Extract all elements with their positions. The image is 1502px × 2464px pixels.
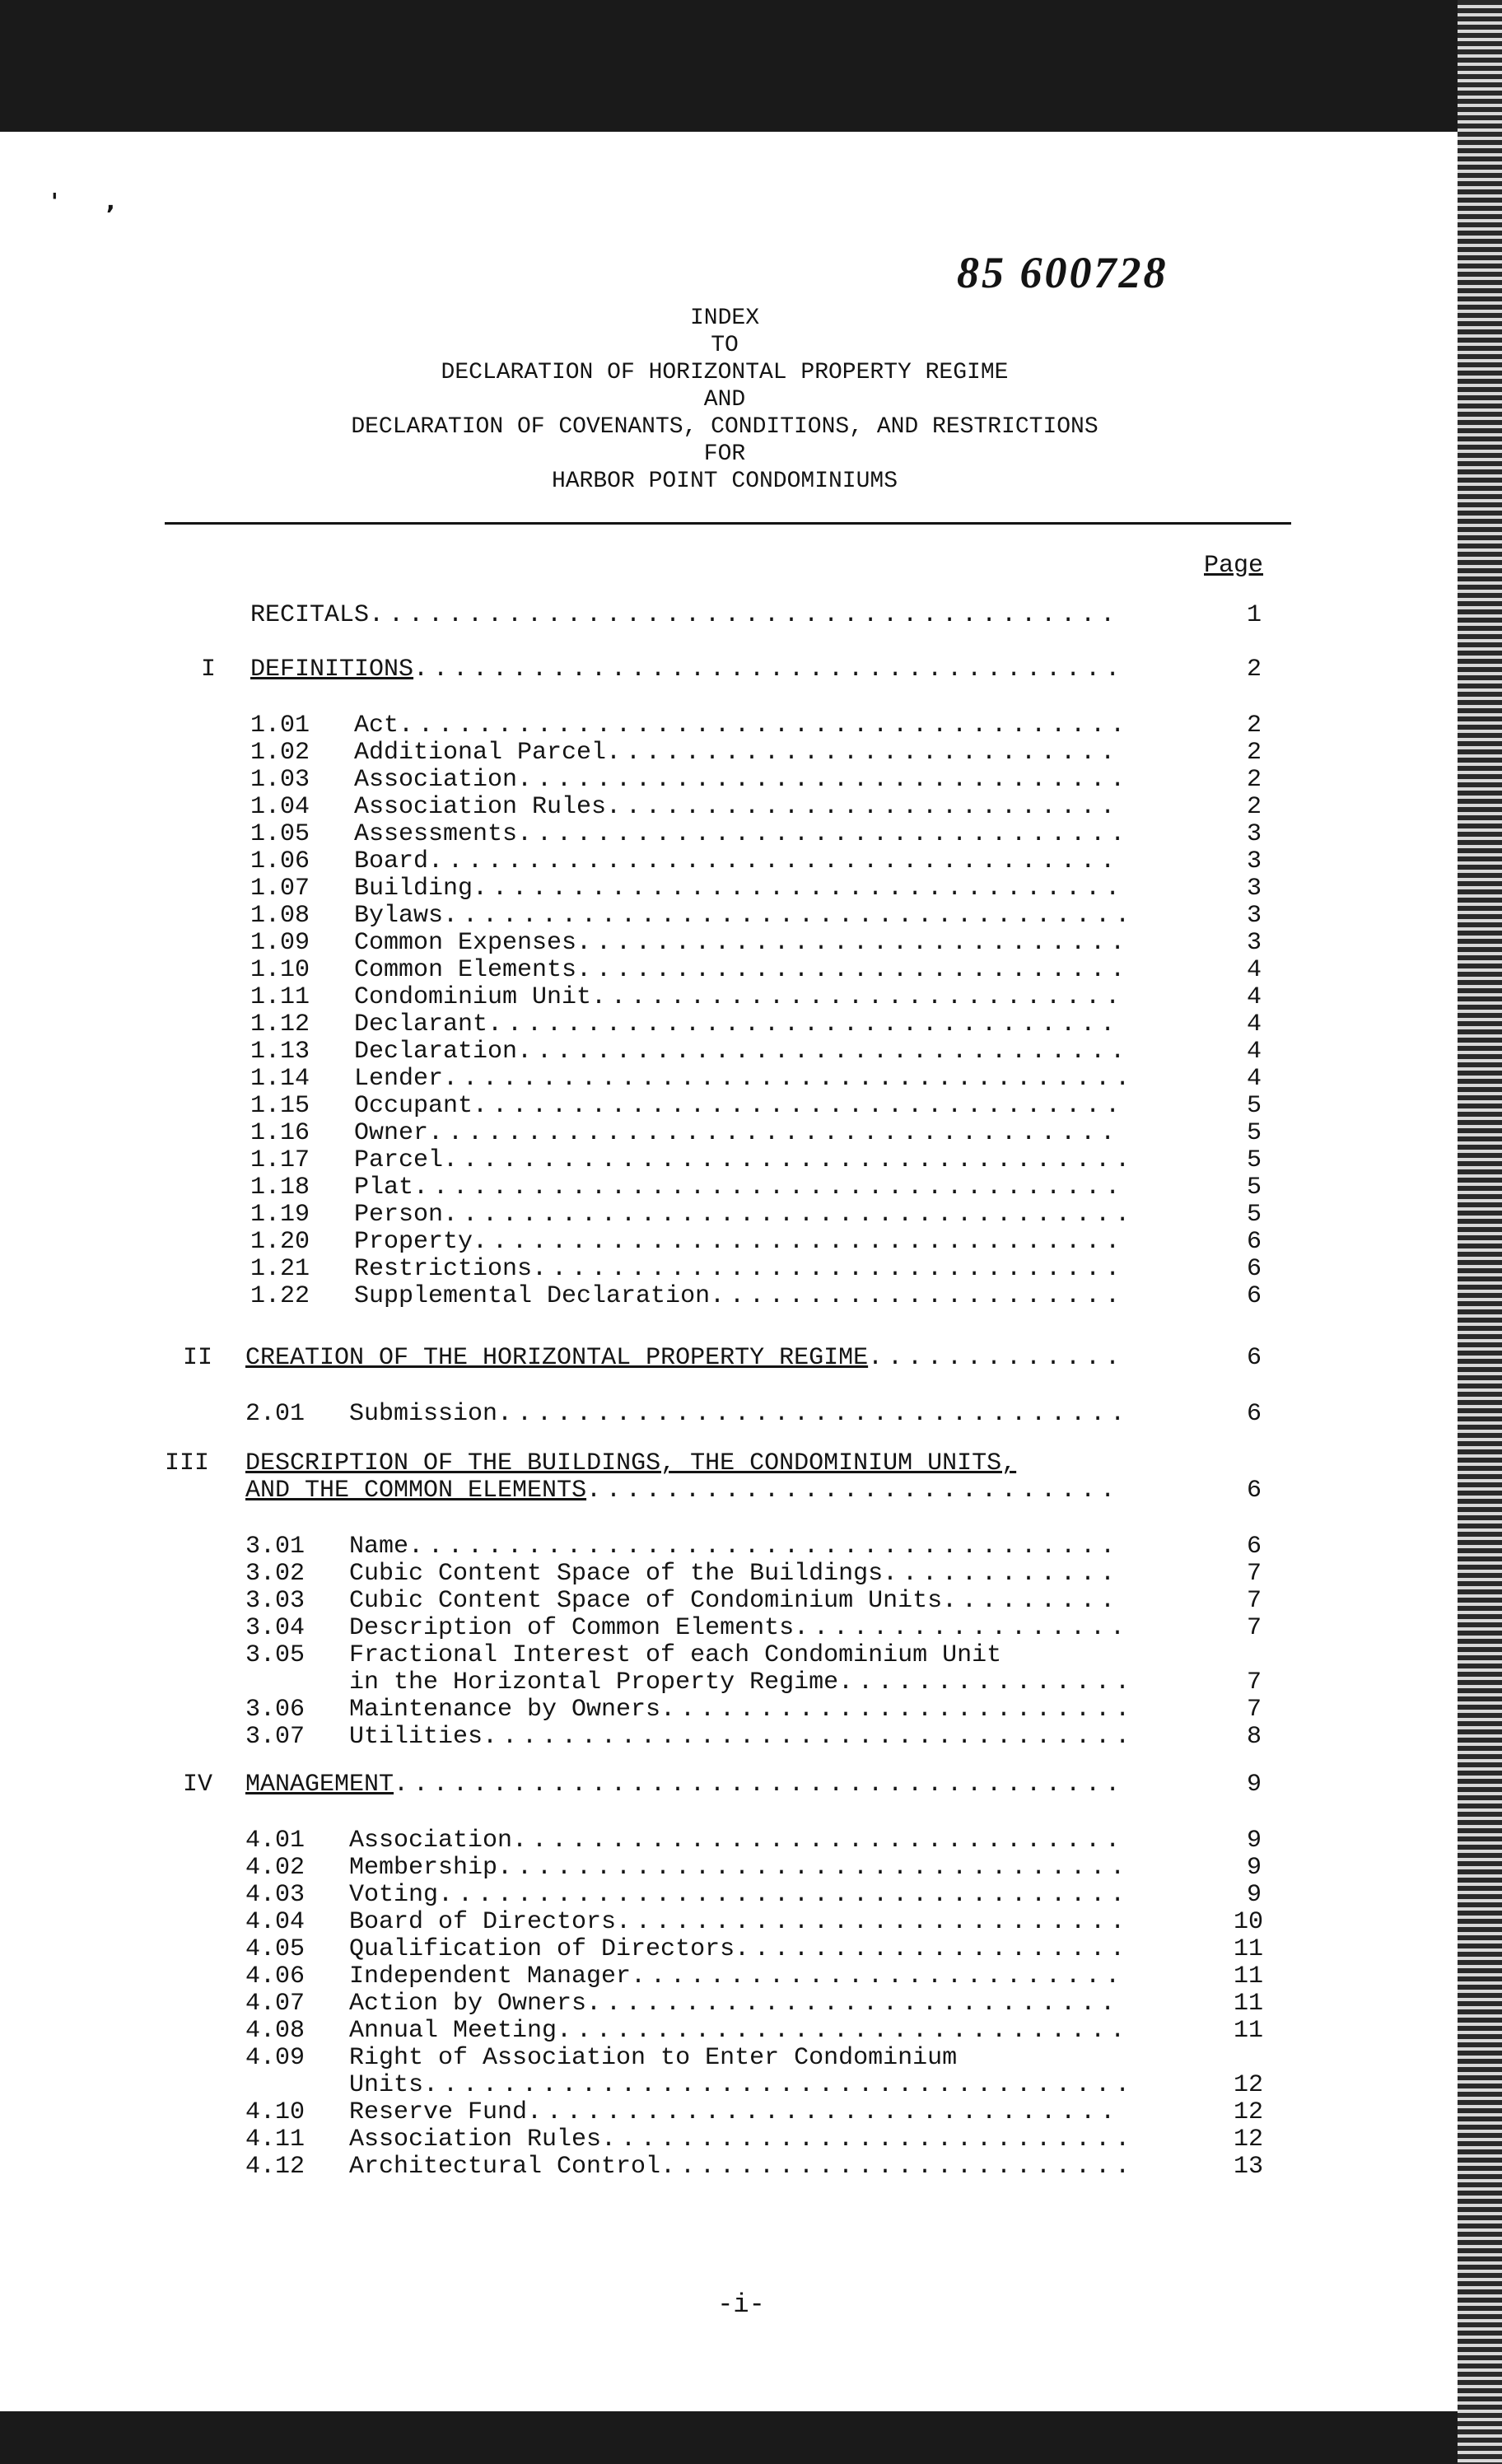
leader-dots: ...................................... xyxy=(369,601,1121,629)
section-number: 1.15 xyxy=(250,1092,310,1120)
page-number: 13 xyxy=(1234,2153,1264,2181)
page-number: 4 xyxy=(1246,1065,1262,1093)
leader-dots: .............................. xyxy=(532,1255,1126,1283)
section-title-line-1: Fractional Interest of each Condominium Unit xyxy=(349,1641,1002,1669)
section-title: Assessments xyxy=(354,820,518,848)
leader-dots: ............................... xyxy=(517,820,1131,848)
section-title-line-2: Units xyxy=(349,2071,424,2099)
section-number: 1.01 xyxy=(250,712,310,740)
scan-border-bottom xyxy=(0,2411,1502,2464)
section-number: 4.03 xyxy=(245,1881,306,1909)
leader-dots: ................................... xyxy=(428,1119,1121,1147)
section-title: Association xyxy=(349,1827,513,1855)
section-title: Plat xyxy=(354,1174,414,1202)
leader-dots: ............................ xyxy=(576,929,1131,957)
page-number: 4 xyxy=(1246,983,1262,1011)
page-number: 9 xyxy=(1246,1881,1262,1909)
section-title: Restrictions xyxy=(354,1255,533,1283)
section-title: Declaration xyxy=(354,1038,518,1066)
section-title: Occupant xyxy=(354,1092,473,1120)
leader-dots: ................................. xyxy=(473,1092,1126,1120)
article-roman-numeral: I xyxy=(201,656,217,684)
leader-dots: ......................... xyxy=(631,1962,1126,1990)
section-number: 1.09 xyxy=(250,929,310,957)
section-title: Bylaws xyxy=(354,902,444,930)
section-number: 1.14 xyxy=(250,1065,310,1093)
section-number: 4.02 xyxy=(245,1854,306,1882)
page-number: 12 xyxy=(1234,2098,1264,2126)
leader-dots: ..................................... xyxy=(399,712,1131,740)
section-title: Act xyxy=(354,712,399,740)
page-number: 11 xyxy=(1234,1990,1264,2018)
article-roman-numeral: III xyxy=(165,1449,210,1477)
section-number: 4.09 xyxy=(245,2044,306,2072)
section-number: 1.05 xyxy=(250,820,310,848)
section-title: Building xyxy=(354,875,473,903)
section-title: Association Rules xyxy=(354,793,607,821)
section-title: Common Elements xyxy=(354,956,577,984)
section-title: Annual Meeting xyxy=(349,2017,557,2045)
section-number: 1.18 xyxy=(250,1174,310,1202)
section-title: Maintenance by Owners xyxy=(349,1696,661,1724)
page-footer-number: -i- xyxy=(717,2289,765,2320)
leader-dots: .............................. xyxy=(527,2098,1121,2126)
header-divider xyxy=(165,522,1291,525)
section-number: 1.13 xyxy=(250,1038,310,1066)
section-title: Supplemental Declaration xyxy=(354,1282,711,1310)
leader-dots: ................................. xyxy=(483,1723,1136,1751)
page-number: 5 xyxy=(1246,1201,1262,1229)
document-number: 85 600728 xyxy=(957,248,1168,297)
article-title: CREATION OF THE HORIZONTAL PROPERTY REGIME xyxy=(245,1344,869,1372)
section-title: Additional Parcel xyxy=(354,739,607,767)
article-title: DEFINITIONS xyxy=(250,656,414,684)
page-number: 6 xyxy=(1246,1344,1262,1372)
leader-dots: .......................... xyxy=(606,739,1121,767)
page-number: 11 xyxy=(1234,1935,1264,1963)
page-number: 8 xyxy=(1246,1723,1262,1751)
section-number: 4.04 xyxy=(245,1908,306,1936)
leader-dots: .................................... xyxy=(413,1174,1126,1202)
section-number: 4.05 xyxy=(245,1935,306,1963)
section-title: Property xyxy=(354,1228,473,1256)
section-number: 1.20 xyxy=(250,1228,310,1256)
article-title-line-2: AND THE COMMON ELEMENTS xyxy=(245,1477,587,1505)
leader-dots: ......... xyxy=(942,1587,1121,1615)
section-number: 3.04 xyxy=(245,1614,306,1642)
leader-dots: ........................... xyxy=(586,1477,1121,1505)
section-number: 4.06 xyxy=(245,1962,306,1990)
page-number: 6 xyxy=(1246,1533,1262,1561)
page-number: 5 xyxy=(1246,1146,1262,1174)
section-number: 1.19 xyxy=(250,1201,310,1229)
section-number: 1.06 xyxy=(250,847,310,875)
leader-dots: ..................................... xyxy=(394,1771,1126,1799)
leader-dots: ............................ xyxy=(576,956,1131,984)
section-number: 1.10 xyxy=(250,956,310,984)
leader-dots: .................... xyxy=(735,1935,1131,1963)
page-number: 9 xyxy=(1246,1854,1262,1882)
leader-dots: ................................... xyxy=(443,1201,1136,1229)
leader-dots: ................................ xyxy=(487,1010,1121,1038)
header-line-6: FOR xyxy=(703,441,746,467)
header-line-4: AND xyxy=(703,387,746,413)
section-title: Qualification of Directors xyxy=(349,1935,735,1963)
section-title-line-1: Right of Association to Enter Condominium xyxy=(349,2044,958,2072)
section-title: Cubic Content Space of the Buildings xyxy=(349,1560,884,1588)
section-number: 3.01 xyxy=(245,1533,306,1561)
page-number: 11 xyxy=(1234,1962,1264,1990)
section-title: Utilities xyxy=(349,1723,483,1751)
document-header xyxy=(165,305,1285,495)
section-title: Name xyxy=(349,1533,409,1561)
section-title: Reserve Fund xyxy=(349,2098,528,2126)
page-number: 3 xyxy=(1246,847,1262,875)
page-number: 2 xyxy=(1246,656,1262,684)
section-number: 4.08 xyxy=(245,2017,306,2045)
page-number: 4 xyxy=(1246,1038,1262,1066)
scan-border-top xyxy=(0,0,1502,132)
section-number: 1.17 xyxy=(250,1146,310,1174)
page-number: 3 xyxy=(1246,929,1262,957)
leader-dots: ................................... xyxy=(443,1146,1136,1174)
page-number: 7 xyxy=(1246,1560,1262,1588)
leader-dots: ................................. xyxy=(473,1228,1126,1256)
page-number: 2 xyxy=(1246,793,1262,821)
leader-dots: ................................. xyxy=(473,875,1126,903)
page-number: 3 xyxy=(1246,902,1262,930)
leader-dots: ........................... xyxy=(586,1990,1121,2018)
page-number: 7 xyxy=(1246,1587,1262,1615)
leader-dots: ................................... xyxy=(428,847,1121,875)
section-title-line-2: in the Horizontal Property Regime xyxy=(349,1668,839,1696)
margin-tick-marks: ' , xyxy=(51,188,115,215)
page-number: 12 xyxy=(1234,2071,1264,2099)
page-number: 6 xyxy=(1246,1282,1262,1310)
section-number: 3.06 xyxy=(245,1696,306,1724)
leader-dots: .......................... xyxy=(616,1908,1131,1936)
page-number: 12 xyxy=(1234,2126,1264,2154)
section-title: Parcel xyxy=(354,1146,444,1174)
section-number: 3.03 xyxy=(245,1587,306,1615)
section-number: 4.07 xyxy=(245,1990,306,2018)
article-roman-numeral: IV xyxy=(183,1771,213,1799)
page-number: 2 xyxy=(1246,739,1262,767)
section-number: 4.01 xyxy=(245,1827,306,1855)
section-title: Voting xyxy=(349,1881,439,1909)
article-roman-numeral: II xyxy=(183,1344,213,1372)
leader-dots: ..................... xyxy=(710,1282,1126,1310)
page-number: 9 xyxy=(1246,1771,1262,1799)
leader-dots: ........................ xyxy=(660,2153,1136,2181)
leader-dots: ................................... xyxy=(438,1881,1131,1909)
section-title: Architectural Control xyxy=(349,2153,661,2181)
section-number: 3.05 xyxy=(245,1641,306,1669)
section-title: Independent Manager xyxy=(349,1962,632,1990)
section-title: Action by Owners xyxy=(349,1990,587,2018)
page-number: 6 xyxy=(1246,1400,1262,1428)
section-number: 4.10 xyxy=(245,2098,306,2126)
page-number: 5 xyxy=(1246,1119,1262,1147)
section-number: 1.03 xyxy=(250,766,310,794)
section-title: Person xyxy=(354,1201,444,1229)
section-title: Membership xyxy=(349,1854,498,1882)
section-number: 3.07 xyxy=(245,1723,306,1751)
leader-dots: ............. xyxy=(868,1344,1126,1372)
page-number: 4 xyxy=(1246,1010,1262,1038)
section-title: Association xyxy=(354,766,518,794)
page-number: 6 xyxy=(1246,1228,1262,1256)
page-number: 3 xyxy=(1246,875,1262,903)
section-number: 1.11 xyxy=(250,983,310,1011)
page-column-label: Page xyxy=(1204,552,1264,580)
leader-dots: ................................... xyxy=(443,902,1136,930)
leader-dots: .................................... xyxy=(408,1533,1121,1561)
scan-border-right xyxy=(1458,0,1502,2464)
section-number: 2.01 xyxy=(245,1400,306,1428)
leader-dots: ............................... xyxy=(517,1038,1131,1066)
article-title-line-1: DESCRIPTION OF THE BUILDINGS, THE CONDOMINIUM UNITS, xyxy=(245,1449,1017,1477)
page-number: 5 xyxy=(1246,1092,1262,1120)
page-number: 7 xyxy=(1246,1668,1262,1696)
leader-dots: ............................... xyxy=(517,766,1131,794)
entry-title: RECITALS xyxy=(250,601,370,629)
section-title: Board of Directors xyxy=(349,1908,617,1936)
section-title: Board xyxy=(354,847,429,875)
section-number: 4.11 xyxy=(245,2126,306,2154)
page-number: 2 xyxy=(1246,766,1262,794)
leader-dots: ........................ xyxy=(660,1696,1136,1724)
section-number: 1.08 xyxy=(250,902,310,930)
page-number: 6 xyxy=(1246,1255,1262,1283)
section-number: 1.02 xyxy=(250,739,310,767)
section-number: 1.21 xyxy=(250,1255,310,1283)
section-title: Association Rules xyxy=(349,2126,602,2154)
page-number: 7 xyxy=(1246,1696,1262,1724)
leader-dots: .................................... xyxy=(423,2071,1136,2099)
section-number: 1.22 xyxy=(250,1282,310,1310)
article-title: MANAGEMENT xyxy=(245,1771,394,1799)
leader-dots: ................................... xyxy=(443,1065,1136,1093)
section-number: 1.16 xyxy=(250,1119,310,1147)
section-number: 3.02 xyxy=(245,1560,306,1588)
page-number: 3 xyxy=(1246,820,1262,848)
leader-dots: ............ xyxy=(883,1560,1121,1588)
page-number: 6 xyxy=(1246,1477,1262,1505)
section-title: Cubic Content Space of Condominium Units xyxy=(349,1587,943,1615)
header-line-5: DECLARATION OF COVENANTS, CONDITIONS, AND RESTRICTIONS xyxy=(351,414,1099,440)
section-title: Submission xyxy=(349,1400,498,1428)
header-line-7: HARBOR POINT CONDOMINIUMS xyxy=(551,469,898,494)
leader-dots: .......................... xyxy=(606,793,1121,821)
header-line-3: DECLARATION OF HORIZONTAL PROPERTY REGIME xyxy=(441,360,1009,385)
section-title: Description of Common Elements xyxy=(349,1614,795,1642)
leader-dots: ........................... xyxy=(591,983,1126,1011)
section-number: 1.12 xyxy=(250,1010,310,1038)
page-number: 10 xyxy=(1234,1908,1264,1936)
page-number: 2 xyxy=(1246,712,1262,740)
section-number: 1.04 xyxy=(250,793,310,821)
leader-dots: .................................... xyxy=(413,656,1126,684)
page-number: 1 xyxy=(1246,601,1262,629)
section-number: 4.12 xyxy=(245,2153,306,2181)
leader-dots: ............................... xyxy=(512,1827,1126,1855)
header-line-2: TO xyxy=(711,333,739,358)
leader-dots: ................................ xyxy=(497,1854,1131,1882)
leader-dots: ................................ xyxy=(497,1400,1131,1428)
section-title: Common Expenses xyxy=(354,929,577,957)
section-title: Declarant xyxy=(354,1010,488,1038)
header-line-1: INDEX xyxy=(689,306,759,331)
page-number: 7 xyxy=(1246,1614,1262,1642)
page-number: 11 xyxy=(1234,2017,1264,2045)
section-title: Lender xyxy=(354,1065,444,1093)
section-number: 1.07 xyxy=(250,875,310,903)
leader-dots: ............... xyxy=(838,1668,1136,1696)
page-number: 5 xyxy=(1246,1174,1262,1202)
section-title: Condominium Unit xyxy=(354,983,592,1011)
leader-dots: ............................. xyxy=(557,2017,1131,2045)
section-title: Owner xyxy=(354,1119,429,1147)
leader-dots: ................. xyxy=(794,1614,1131,1642)
page-number: 4 xyxy=(1246,956,1262,984)
page-number: 9 xyxy=(1246,1827,1262,1855)
leader-dots: ........................... xyxy=(601,2126,1136,2154)
